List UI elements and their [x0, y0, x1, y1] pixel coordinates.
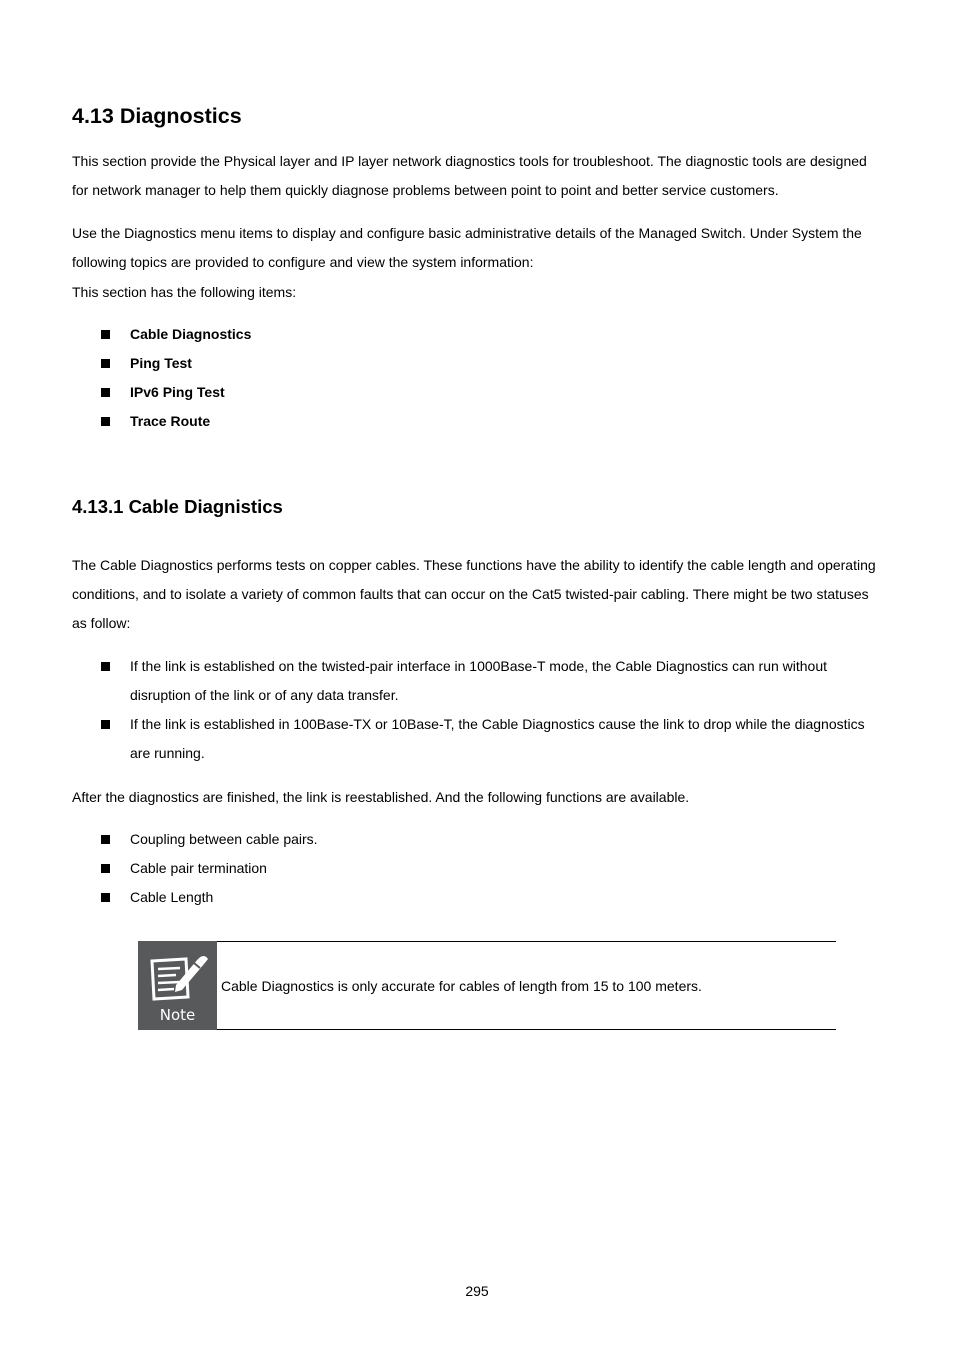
list-item — [72, 825, 887, 854]
page-number: 295 — [465, 1283, 489, 1299]
items-intro: This section has the following items: — [72, 284, 297, 300]
section-items-list — [72, 320, 887, 436]
section-title: 4.13 Diagnostics — [72, 104, 242, 128]
list-item-label: Coupling between cable pairs. — [130, 831, 318, 847]
list-item-label: If the link is established in 100Base-TX or 10Base-T, the Cable Diagnostics cause the link to drop while the diagnostics are running. — [130, 716, 865, 761]
status-list — [72, 652, 887, 768]
subsection-paragraph: The Cable Diagnostics performs tests on copper cables. These functions have the ability to identify the cable length and operating conditions, and to isolate a variety of common faults that can occur on the Cat5 twisted-pair cabling. There might be two statuses as follow: — [72, 557, 876, 631]
list-item-label: Cable Length — [130, 889, 214, 905]
square-bullet-icon — [101, 330, 110, 339]
list-item — [72, 652, 887, 710]
intro-paragraph-1: This section provide the Physical layer and IP layer network diagnostics tools for troubleshoot. The diagnostic tools are designed for network manager to help them quickly diagnose problems between point to point and better service customers. — [72, 153, 867, 198]
functions-list — [72, 825, 887, 912]
list-item — [72, 378, 887, 407]
note-bottom-rule — [217, 1029, 836, 1030]
list-item — [72, 710, 887, 768]
list-item — [72, 349, 887, 378]
intro-paragraph-2: Use the Diagnostics menu items to display and configure basic administrative details of the Managed Switch. Under System the following topics are provided to configure and view the system information: — [72, 225, 862, 270]
list-item-label: Ping Test — [130, 355, 192, 371]
square-bullet-icon — [101, 720, 110, 729]
note-icon — [138, 941, 217, 1030]
list-item-label: IPv6 Ping Test — [130, 384, 225, 400]
square-bullet-icon — [101, 893, 110, 902]
square-bullet-icon — [101, 835, 110, 844]
list-item — [72, 854, 887, 883]
note-top-rule — [217, 941, 836, 942]
list-item-label: If the link is established on the twisted-pair interface in 1000Base-T mode, the Cable Diagnostics can run without disruption of the link or of any data transfer. — [130, 658, 828, 703]
list-item-label: Cable Diagnostics — [130, 326, 252, 342]
list-item — [72, 320, 887, 349]
note-text: Cable Diagnostics is only accurate for cables of length from 15 to 100 meters. — [221, 978, 702, 994]
after-text: After the diagnostics are finished, the link is reestablished. And the following functions are available. — [72, 789, 690, 805]
square-bullet-icon — [101, 864, 110, 873]
subsection-title: 4.13.1 Cable Diagnistics — [72, 496, 283, 517]
notepad-pen-icon — [146, 951, 210, 1003]
list-item-label: Cable pair termination — [130, 860, 267, 876]
list-item — [72, 407, 887, 436]
square-bullet-icon — [101, 662, 110, 671]
square-bullet-icon — [101, 359, 110, 368]
square-bullet-icon — [101, 388, 110, 397]
note-label: Note — [159, 1006, 196, 1024]
list-item — [72, 883, 887, 912]
note-box — [138, 941, 836, 1030]
list-item-label: Trace Route — [130, 413, 211, 429]
square-bullet-icon — [101, 417, 110, 426]
